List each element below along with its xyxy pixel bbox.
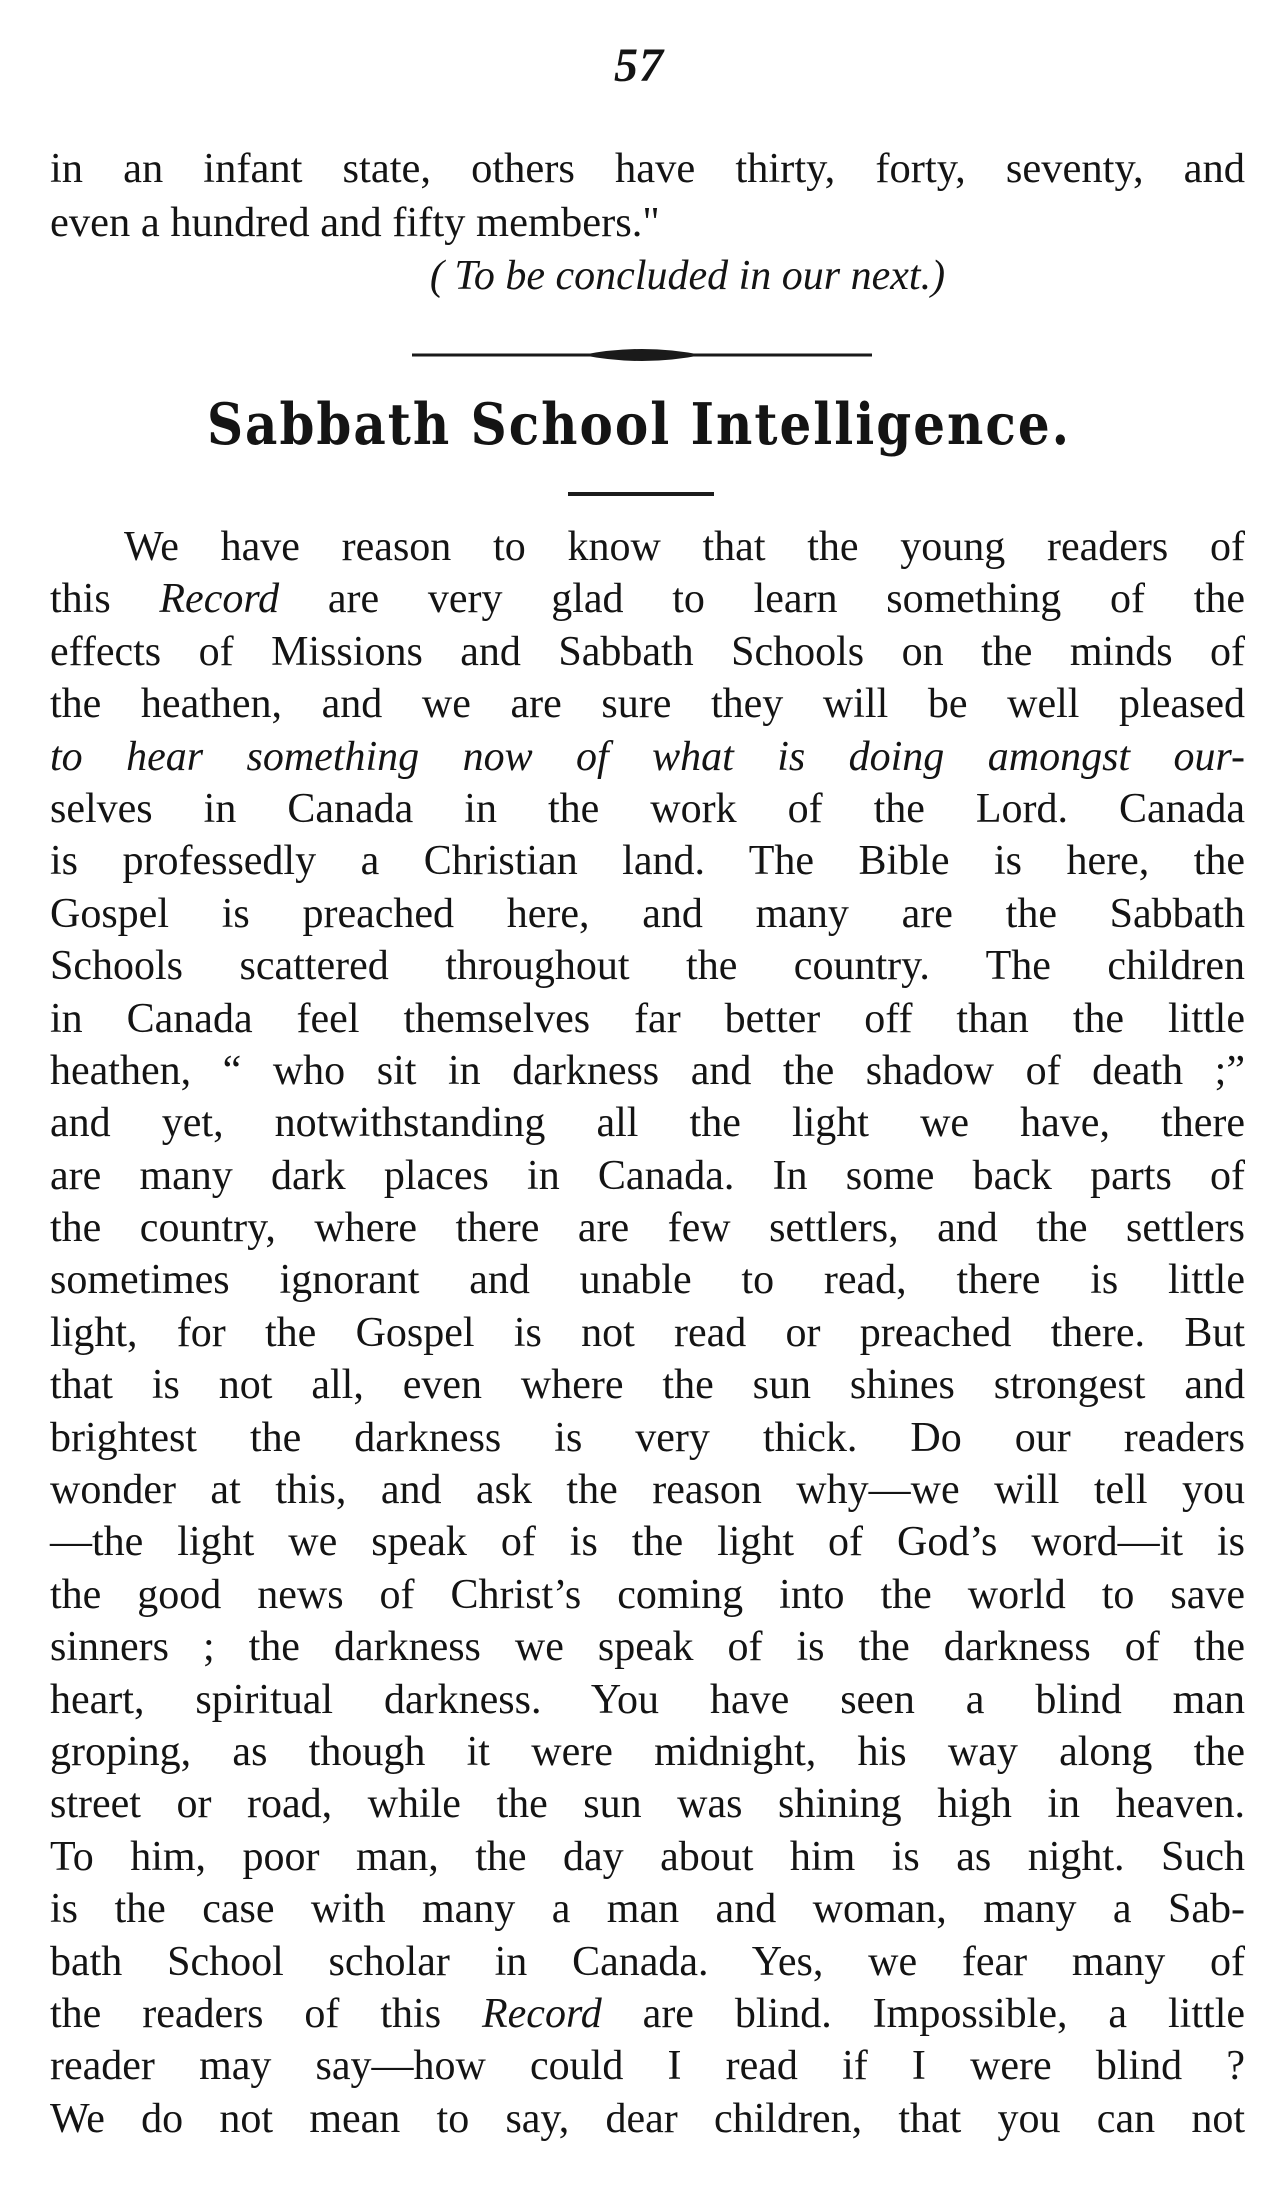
body-line: the country, where there are few settlers, and the settlers <box>50 1205 1245 1252</box>
body-line <box>50 731 1245 783</box>
body-line: wonder at this, and ask the reason why—we will tell you <box>50 1467 1245 1514</box>
body-line: the heathen, and we are sure they will be well pleased <box>50 681 1245 728</box>
body-line: —the light we speak of is the light of God’s word—it is <box>50 1519 1245 1566</box>
body-line: brightest the darkness is very thick. Do our readers <box>50 1414 1245 1461</box>
body-line <box>50 573 1245 625</box>
body-line: We do not mean to say, dear children, that you can not <box>50 2095 1245 2142</box>
body-text: are blind. Impossible, a little <box>601 1990 1245 2037</box>
body-line: We have reason to know that the young readers of <box>124 524 1245 570</box>
ornamental-divider <box>412 345 872 365</box>
article-body <box>50 521 1245 2145</box>
continued-note: ( To be concluded in our next.) <box>429 253 946 299</box>
body-line <box>50 1988 1245 2040</box>
intro-line: even a hundred and fifty members." <box>50 198 660 246</box>
body-line: is professedly a Christian land. The Bible is here, the <box>50 838 1245 885</box>
body-line: sinners ; the darkness we speak of is the darkness of the <box>50 1624 1245 1671</box>
body-line: and yet, notwithstanding all the light we have, there <box>50 1100 1245 1147</box>
body-line: the good news of Christ’s coming into the world to save <box>50 1571 1245 1618</box>
body-line: street or road, while the sun was shining high in heaven. <box>50 1781 1245 1828</box>
heading-rule <box>568 492 714 496</box>
body-line: heart, spiritual darkness. You have seen a blind man <box>50 1676 1245 1723</box>
body-text: the readers of this <box>50 1990 482 2037</box>
body-line: bath School scholar in Canada. Yes, we fear many of <box>50 1938 1245 1985</box>
body-line: heathen, “ who sit in darkness and the shadow of death ;” <box>50 1047 1245 1094</box>
body-line: To him, poor man, the day about him is as night. Such <box>50 1833 1245 1880</box>
body-line: that is not all, even where the sun shines strongest and <box>50 1362 1245 1409</box>
body-line: Gospel is preached here, and many are the Sabbath <box>50 890 1245 937</box>
body-line: effects of Missions and Sabbath Schools on the minds of <box>50 628 1245 675</box>
record-title: Record <box>482 1990 602 2037</box>
body-line: reader may say—how could I read if I were blind ? <box>50 2043 1245 2090</box>
body-text-italic: to hear something now of what is doing amongst our- <box>50 733 1245 780</box>
body-line: light, for the Gospel is not read or preached there. But <box>50 1309 1245 1356</box>
body-line: sometimes ignorant and unable to read, there is little <box>50 1257 1245 1304</box>
record-title: Record <box>159 576 280 623</box>
page-number: 57 <box>614 39 664 92</box>
body-line: is the case with many a man and woman, many a Sab- <box>50 1886 1245 1933</box>
body-line: groping, as though it were midnight, his way along the <box>50 1728 1245 1775</box>
intro-line: in an infant state, others have thirty, forty, seventy, and <box>50 145 1245 192</box>
body-line: in Canada feel themselves far better off than the little <box>50 995 1245 1042</box>
body-line: selves in Canada in the work of the Lord. Canada <box>50 785 1245 832</box>
section-heading: Sabbath School Intelligence. <box>206 390 1072 458</box>
body-line: are many dark places in Canada. In some back parts of <box>50 1152 1245 1199</box>
intro-paragraph <box>50 142 1245 303</box>
body-text: this <box>50 576 160 623</box>
body-text: are very glad to learn something of the <box>279 576 1245 623</box>
body-line: Schools scattered throughout the country. The children <box>50 943 1245 990</box>
